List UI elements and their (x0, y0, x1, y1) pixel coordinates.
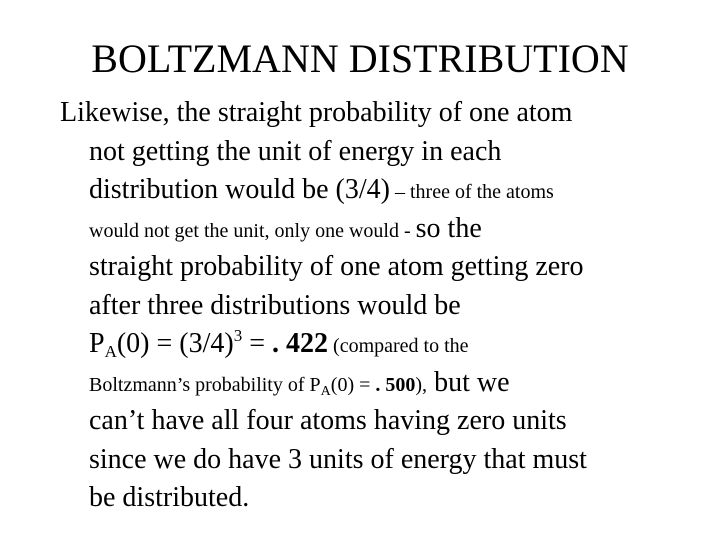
body-line-7-formula (60, 325, 700, 364)
line-4-small-text: would not get the unit, only one would - (89, 219, 416, 242)
slide-body (60, 94, 700, 518)
boltzmann-close: ), (415, 373, 428, 396)
body-line-3 (60, 171, 700, 210)
body-line-2: not getting the unit of energy in each (89, 135, 502, 167)
line-3-main-text: distribution would be (3/4) (89, 174, 390, 205)
line-8-main-text: but we (427, 366, 510, 398)
boltzmann-subscript: A (320, 383, 331, 399)
body-line-5: straight probability of one atom getting zero (89, 251, 584, 282)
body-line-6: after three distributions would be (89, 289, 461, 321)
formula-note: (compared to the (328, 335, 469, 357)
body-line-11: be distributed. (89, 482, 250, 513)
formula-value: . 422 (272, 328, 329, 359)
body-line-4 (60, 210, 700, 249)
line-4-main-text: so the (415, 212, 482, 244)
formula-equals: = (242, 328, 273, 359)
body-line-1: Likewise, the straight probability of one atom (60, 97, 573, 128)
line-3-small-text: – three of the atoms (389, 181, 554, 203)
body-line-8 (60, 364, 700, 403)
formula-subscript: A (104, 342, 117, 362)
boltzmann-comparison-text: Boltzmann’s probability of P (89, 373, 321, 396)
formula-expression: (0) = (3/4) (116, 328, 234, 359)
boltzmann-expression: (0) = (330, 373, 376, 396)
body-line-9: can’t have all four atoms having zero units (89, 405, 567, 436)
boltzmann-value: . 500 (375, 373, 416, 396)
body-line-10: since we do have 3 units of energy that must (89, 443, 587, 475)
slide-title: BOLTZMANN DISTRIBUTION (91, 36, 629, 81)
formula-exponent: 3 (233, 325, 243, 345)
formula-p: P (89, 328, 105, 359)
